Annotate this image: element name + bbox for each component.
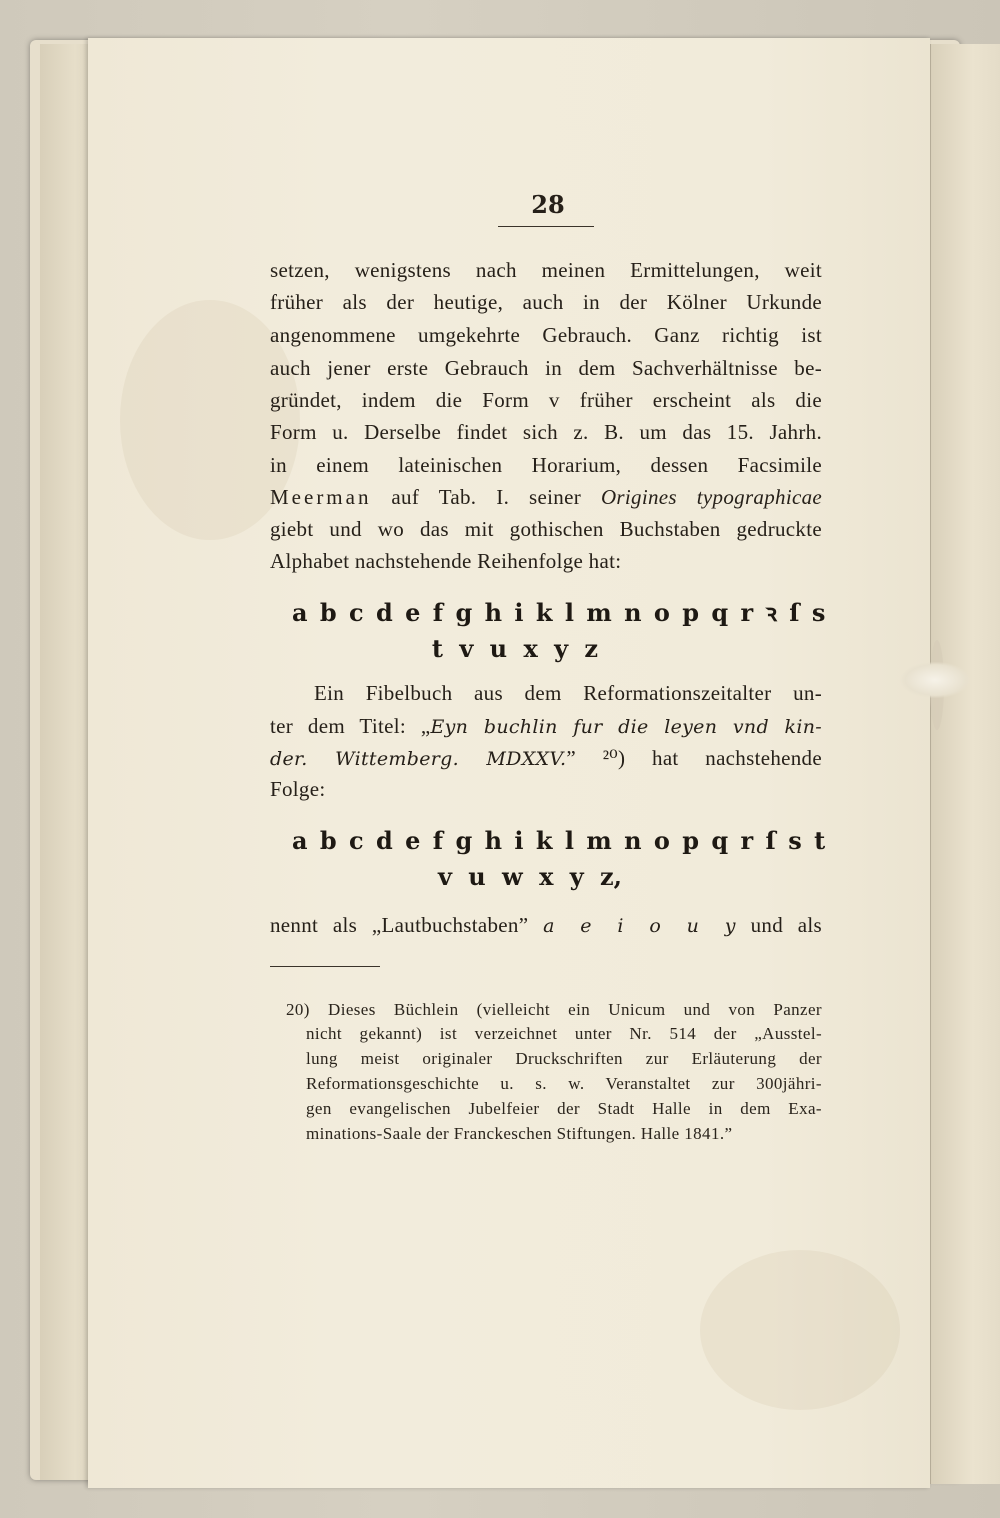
book-title: Origines typographicae <box>600 485 822 509</box>
body-line: Folge: <box>270 777 326 801</box>
body-line: Alphabet nachstehende Reihenfolge hat: <box>270 549 622 573</box>
body-line: früher als der heutige, auch in der Kölner Urkunde <box>270 290 822 314</box>
body-text: ” ²⁰) hat nachstehende <box>566 746 822 770</box>
vowel-list: a e i o u y <box>543 915 736 937</box>
quoted-title: der. Wittemberg. MDXXV. <box>270 748 567 770</box>
body-line: Form u. Derselbe findet sich z. B. um das 15. Jahrh. <box>270 420 822 444</box>
footnote-line: gen evangelischen Jubelfeier der Stadt Halle in dem Exa- <box>306 1099 822 1118</box>
body-text: und als <box>735 913 822 937</box>
paper-stain <box>700 1250 900 1410</box>
footnote-line: minations-Saale der Franckeschen Stiftungen. Halle 1841.” <box>306 1124 733 1143</box>
body-line: setzen, wenigstens nach meinen Ermittelungen, weit <box>270 258 822 282</box>
body-line: gründet, indem die Form v früher erscheint als die <box>270 388 822 412</box>
body-line: giebt und wo das mit gothischen Buchstaben gedruckte <box>270 517 822 541</box>
body-line-meerman <box>270 485 822 510</box>
footnote-rule <box>270 966 380 967</box>
footnote-line: Reformationsgeschichte u. s. w. Veranstaltet zur 300jähri- <box>306 1074 822 1093</box>
footnote-line: nicht gekannt) ist verzeichnet unter Nr. 514 der „Ausstel- <box>306 1024 822 1043</box>
page-number-rule <box>498 226 594 227</box>
body-text: auf Tab. I. seiner <box>391 485 581 509</box>
body-line-vowels <box>270 913 822 938</box>
body-text: ter dem Titel: „ <box>270 714 431 738</box>
facing-page-edge <box>930 44 1000 1484</box>
gothic-alphabet-line: v u w x y z, <box>437 862 623 891</box>
author-name: Meerman <box>270 485 372 509</box>
body-line-title <box>270 714 822 739</box>
quoted-title: Eyn buchlin fur die leyen vnd kin- <box>430 716 822 738</box>
body-text: nennt als „Lautbuchstaben” <box>270 913 544 937</box>
body-line: angenommene umgekehrte Gebrauch. Ganz richtig ist <box>270 323 822 347</box>
footnote-line: lung meist originaler Druckschriften zur Erläuterung der <box>306 1049 822 1068</box>
gothic-alphabet-line: a b c d e f g h i k l m n o p q r ſ s t <box>292 826 826 855</box>
gothic-alphabet-line: a b c d e f g h i k l m n o p q r ꝛ ſ s <box>292 598 826 627</box>
body-line-title <box>270 746 822 771</box>
gothic-alphabet-line: t v u x y z <box>431 634 599 663</box>
body-line: in einem lateinischen Horarium, dessen Facsimile <box>270 453 822 477</box>
footnote-line: 20) Dieses Büchlein (vielleicht ein Unicum und von Panzer <box>286 1000 822 1019</box>
paper-tear <box>900 662 970 698</box>
page-stack-left <box>40 44 91 1480</box>
page-number: 28 <box>531 190 565 219</box>
body-line: auch jener erste Gebrauch in dem Sachverhältnisse be- <box>270 356 822 380</box>
body-line: Ein Fibelbuch aus dem Reformationszeitalter un- <box>314 681 822 705</box>
